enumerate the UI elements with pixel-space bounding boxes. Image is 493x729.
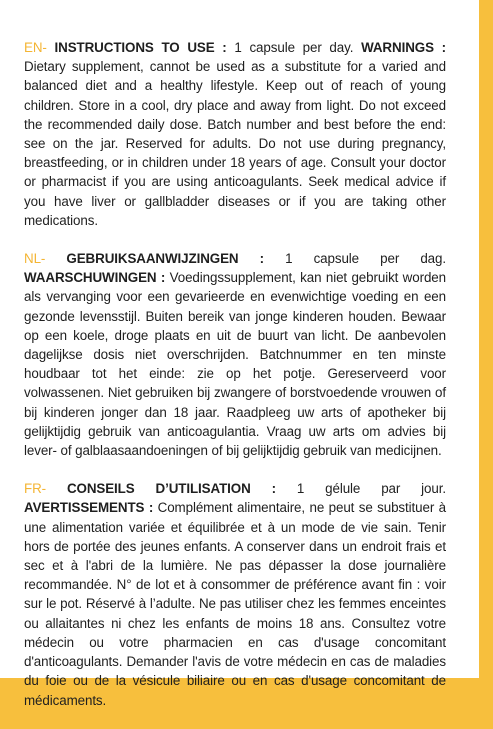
- warnings-text: Dietary supplement, cannot be used as a substitute for a varied and balanced diet and a healthy lifestyle. Keep out of reach of young children. Store in a cool, dry place and away from light. Do not exceed the recommended daily dose. Batch number and best before the end: see on the jar. Reserved for adults. Do not use during pregnancy, breastfeeding, or in children under 18 years of age. Consult your doctor or pharmacist if you are using anticoagulants. Seek medical advice if you have liver or gallbladder diseases or if you are taking other medications.: [24, 59, 446, 228]
- language-prefix: NL-: [24, 251, 46, 267]
- section-text: 1 gélule par jour.: [275, 481, 446, 497]
- section-nl: [24, 249, 446, 460]
- section-heading: INSTRUCTIONS TO USE :: [54, 40, 227, 55]
- instructions-content: [24, 38, 446, 729]
- section-heading: GEBRUIKSAANWIJZINGEN :: [66, 251, 264, 267]
- warnings-text: Complément alimentaire, ne peut se substituer à une alimentation variée et équilibrée et à un mode de vie sain. Tenir hors de portée des jeunes enfants. A conserver dans un endroit frais et sec et à l'abri de la lumière. Ne pas dépasser la dose journalière recommandée. N° de lot et à consommer de préférence avant fin : voir sur le pot. Réservé à l’adulte. Ne pas utiliser chez les femmes enceintes ou allaitantes ni chez les enfants de moins 18 ans. Consultez votre médecin ou votre pharmacien en cas d'usage concomitant d'anticoagulants. Demander l'avis de votre médecin en cas de maladies du foie ou de la vésicule biliaire ou en cas d'usage concomitant de médicaments.: [24, 500, 446, 708]
- section-heading: CONSEILS D’UTILISATION :: [66, 481, 276, 497]
- section-text: 1 capsule per dag.: [263, 251, 446, 267]
- warnings-heading: WAARSCHUWINGEN :: [24, 270, 166, 286]
- warnings-heading: AVERTISSEMENTS :: [24, 500, 154, 516]
- language-prefix: EN-: [24, 40, 47, 55]
- section-en: [24, 38, 446, 230]
- warnings-heading: WARNINGS :: [361, 40, 446, 55]
- warnings-text: Voedingssupplement, kan niet gebruikt worden als vervanging voor een gevarieerde en evenwichtige voeding en een gezonde levensstijl. Buiten bereik van jonge kinderen houden. Bewaar op een koele, droge plaats en uit de buurt van licht. De aanbevolen dagelijkse dosis niet overschrijden. Batchnummer en ten minste houdbaar tot het einde: zie op het potje. Gereserveerd voor volwassenen. Niet gebruiken bij zwangere of borstvoedende vrouwen of bij kinderen jonger dan 18 jaar. Raadpleeg uw arts of apotheker bij gelijktijdig gebruik van anticoagulantia. Vraag uw arts om advies bij lever- of galblaasaandoeningen of bij gelijktijdig gebruik van medicijnen.: [24, 270, 446, 459]
- language-prefix: FR-: [24, 481, 47, 497]
- section-text: 1 capsule per day.: [226, 40, 362, 55]
- section-fr: [24, 479, 446, 709]
